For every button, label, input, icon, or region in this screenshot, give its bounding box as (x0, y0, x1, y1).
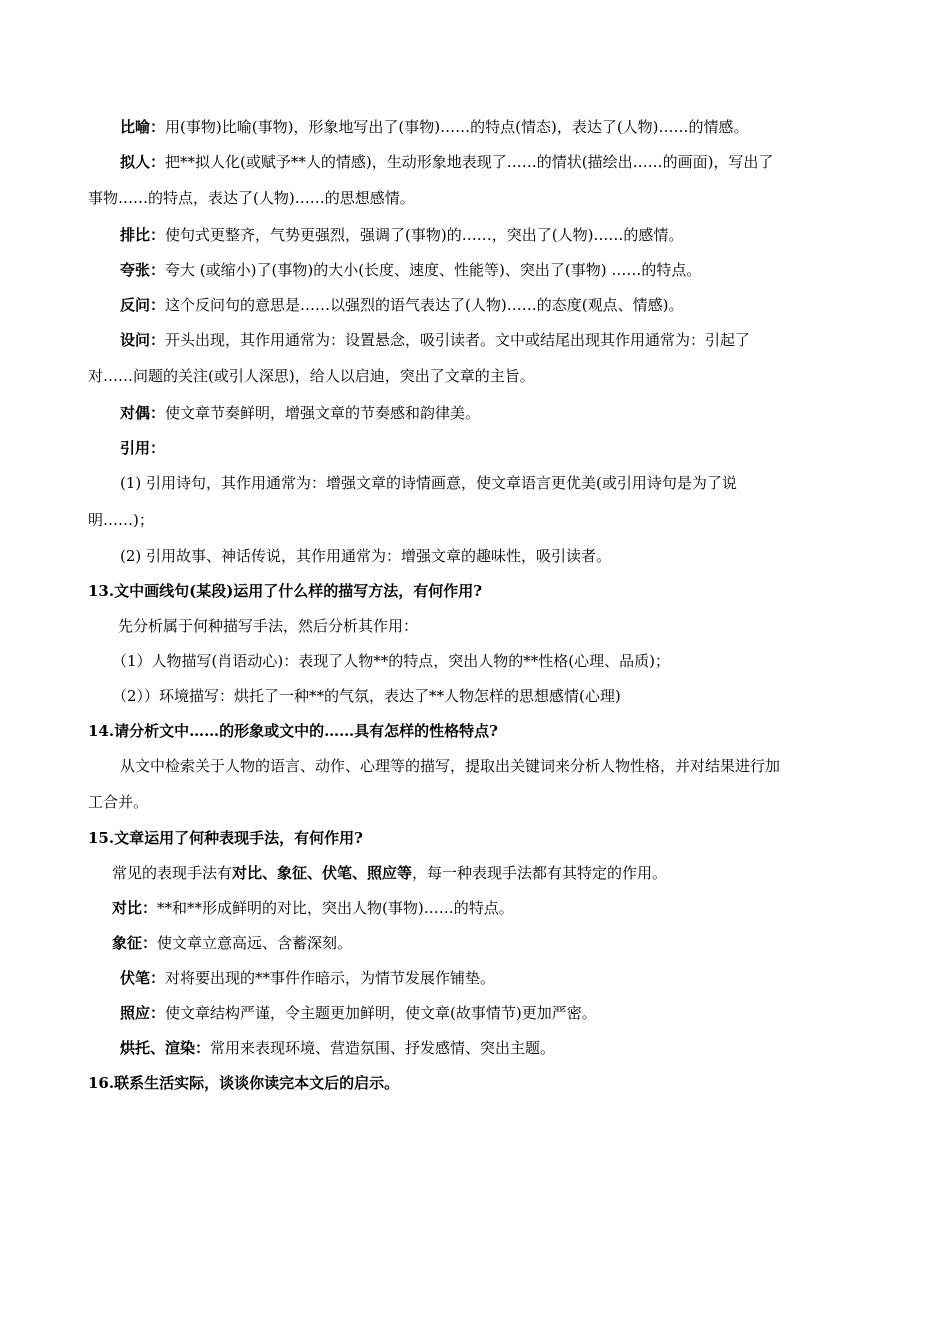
foreshadow-line (120, 968, 495, 988)
antithesis-term: 对偶： (120, 404, 166, 422)
contrast-term: 对比： (112, 899, 158, 917)
personification-line-2: 事物……的特点，表达了(人物)……的思想感情。 (88, 189, 415, 207)
quotation-item-1-cont: 明……)； (88, 511, 154, 529)
question-13-intro: 先分析属于何种描写手法，然后分析其作用： (118, 617, 419, 635)
antithesis-text: 使文章节奏鲜明，增强文章的节奏感和韵律美。 (165, 404, 481, 422)
rhetorical-question-text: 这个反问句的意思是……以强烈的语气表达了(人物)……的态度(观点、情感)。 (165, 296, 684, 314)
hypophora-line (120, 330, 750, 350)
setoff-term: 烘托、渲染： (120, 1039, 211, 1057)
symbol-text: 使文章立意高远、含蓄深刻。 (157, 934, 353, 952)
question-15-title: 15.文章运用了何种表现手法，有何作用? (88, 829, 363, 847)
hypophora-text: 开头出现，其作用通常为：设置悬念，吸引读者。文中或结尾出现其作用通常为：引起了 (165, 331, 751, 349)
intro-techniques: 对比、象征、伏笔、照应等 (232, 864, 413, 882)
metaphor-text: 用(事物)比喻(事物)，形象地写出了(事物)……的特点(情态)，表达了(人物)……的情感。 (165, 118, 749, 136)
personification-term: 拟人： (120, 153, 166, 171)
rhetorical-question-term: 反问： (120, 296, 166, 314)
hyperbole-term: 夸张： (120, 261, 166, 279)
contrast-line (112, 898, 514, 918)
parallelism-term: 排比： (120, 226, 166, 244)
quotation-item-1: (1) 引用诗句，其作用通常为：增强文章的诗情画意，使文章语言更优美(或引用诗句是为了说 (120, 474, 737, 492)
question-16-title: 16.联系生活实际，谈谈你读完本文后的启示。 (88, 1074, 400, 1092)
personification-line (120, 152, 773, 172)
setoff-line (120, 1038, 555, 1058)
question-14-text: 从文中检索关于人物的语言、动作、心理等的描写，提取出关键词来分析人物性格，并对结果进行加 (120, 757, 781, 775)
question-14-text-2: 工合并。 (88, 793, 149, 811)
intro-part-a: 常见的表现手法有 (112, 864, 233, 882)
metaphor-term: 比喻： (120, 118, 166, 136)
foreshadow-term: 伏笔： (120, 969, 166, 987)
echo-line (120, 1003, 597, 1023)
quotation-term: 引用： (120, 439, 166, 457)
parallelism-text: 使句式更整齐，气势更强烈，强调了(事物)的……，突出了(人物)……的感情。 (165, 226, 684, 244)
hypophora-term: 设问： (120, 331, 166, 349)
foreshadow-text: 对将要出现的**事件作暗示，为情节发展作铺垫。 (165, 969, 496, 987)
hypophora-line-2: 对……问题的关注(或引人深思)，给人以启迪，突出了文章的主旨。 (88, 367, 535, 385)
symbol-line (112, 933, 352, 953)
echo-text: 使文章结构严谨，令主题更加鲜明，使文章(故事情节)更加严密。 (165, 1004, 597, 1022)
question-13-title: 13.文中画线句(某段)运用了什么样的描写方法，有何作用? (88, 582, 483, 600)
question-15-intro (112, 863, 667, 883)
antithesis-line (120, 403, 480, 423)
metaphor-line (120, 117, 749, 137)
contrast-text: **和**形成鲜明的对比，突出人物(事物)……的特点。 (157, 899, 514, 917)
symbol-term: 象征： (112, 934, 158, 952)
personification-text: 把**拟人化(或赋予**人的情感)，生动形象地表现了……的情状(描绘出……的画面)，写出了 (165, 153, 774, 171)
hyperbole-line (120, 260, 701, 280)
question-14-title: 14.请分析文中……的形象或文中的……具有怎样的性格特点? (88, 722, 498, 740)
question-13-item-1: （1）人物描写(肖语动心)：表现了人物**的特点，突出人物的**性格(心理、品质)； (112, 652, 670, 670)
question-13-item-2: （2））环境描写：烘托了一种**的气氛，表达了**人物怎样的思想感情(心理) (112, 687, 621, 705)
echo-term: 照应： (120, 1004, 166, 1022)
quotation-item-2: (2) 引用故事、神话传说，其作用通常为：增强文章的趣味性，吸引读者。 (120, 547, 612, 565)
setoff-text: 常用来表现环境、营造氛围、抒发感情、突出主题。 (210, 1039, 556, 1057)
rhetorical-question-line (120, 295, 683, 315)
hyperbole-text: 夸大 (或缩小)了(事物)的大小(长度、速度、性能等)、突出了(事物) ……的特点。 (165, 261, 702, 279)
parallelism-line (120, 225, 683, 245)
intro-part-c: ，每一种表现手法都有其特定的作用。 (412, 864, 668, 882)
